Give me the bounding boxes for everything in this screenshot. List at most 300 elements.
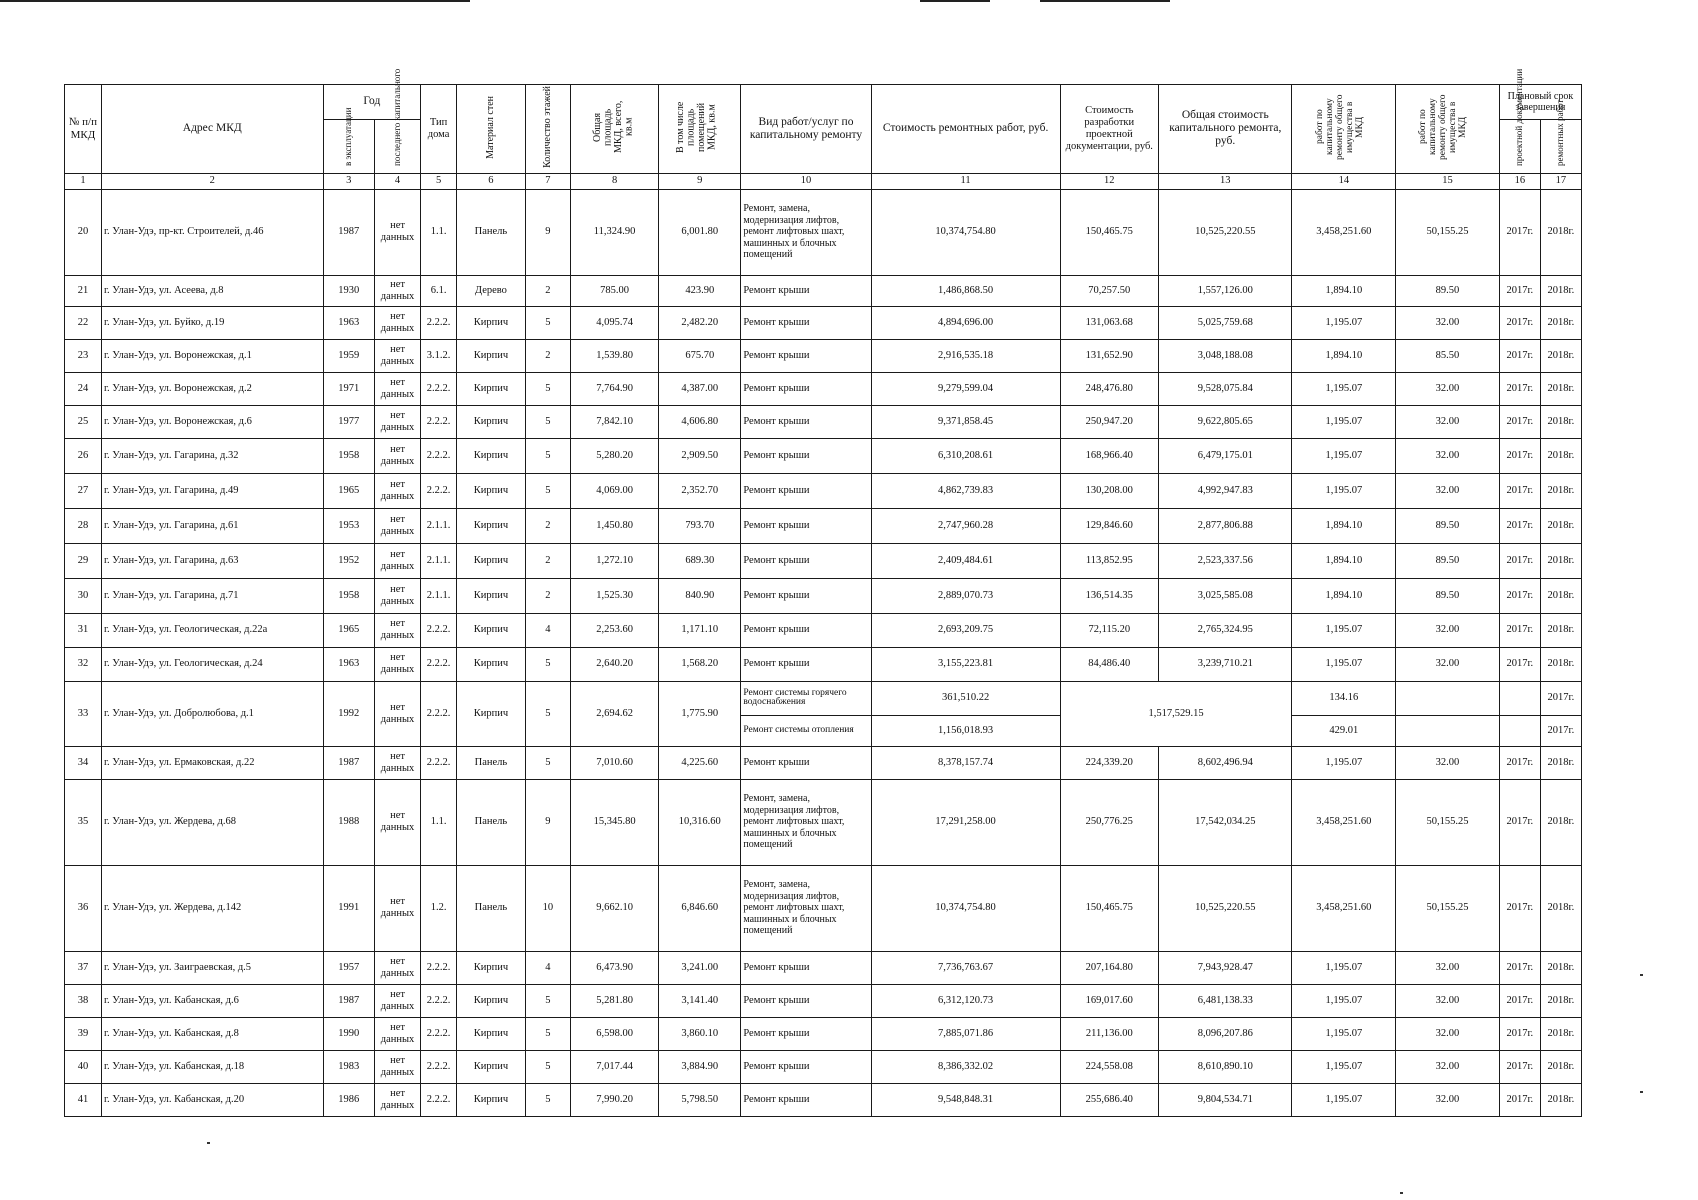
cell-repair-cost: 8,378,157.74 (871, 746, 1060, 779)
cell-year: 1965 (323, 613, 374, 647)
cell-house-type: 2.2.2. (421, 746, 457, 779)
cell-floors: 5 (525, 647, 570, 681)
cell-total-cost: 8,096,207.86 (1159, 1017, 1292, 1050)
cell-year: 1958 (323, 438, 374, 473)
cell-total-cost: 3,239,710.21 (1159, 647, 1292, 681)
column-number: 2 (101, 173, 323, 189)
cell-year: 1977 (323, 405, 374, 438)
column-number: 12 (1060, 173, 1159, 189)
cell-floors: 4 (525, 951, 570, 984)
cell-unit-cost-2: 32.00 (1396, 647, 1500, 681)
cell-unit-cost-1: 429.01 (1292, 715, 1396, 746)
cell-no-data: нет данных (374, 1050, 420, 1083)
cell-number: 24 (65, 372, 102, 405)
cell-planned-design: 2017г. (1499, 779, 1540, 865)
cell-year: 1987 (323, 746, 374, 779)
cell-no-data: нет данных (374, 779, 420, 865)
cell-wall-material: Кирпич (457, 578, 526, 613)
cell-design-cost: 150,465.75 (1060, 189, 1159, 275)
cell-work-type: Ремонт крыши (741, 473, 871, 508)
cell-total-area: 1,272.10 (570, 543, 658, 578)
cell-premises-area: 4,606.80 (659, 405, 741, 438)
cell-wall-material: Панель (457, 189, 526, 275)
cell-work-type: Ремонт крыши (741, 275, 871, 306)
cell-planned-works: 2018г. (1540, 951, 1581, 984)
cell-floors: 9 (525, 779, 570, 865)
cell-no-data: нет данных (374, 681, 420, 746)
cell-repair-cost: 1,486,868.50 (871, 275, 1060, 306)
cell-planned-works: 2018г. (1540, 1083, 1581, 1116)
cell-premises-area: 689.30 (659, 543, 741, 578)
table-row (65, 372, 1582, 405)
cell-no-data: нет данных (374, 1083, 420, 1116)
cell-work-type: Ремонт крыши (741, 372, 871, 405)
column-number: 9 (659, 173, 741, 189)
cell-design-cost: 255,686.40 (1060, 1083, 1159, 1116)
cell-unit-cost-1: 1,894.10 (1292, 339, 1396, 372)
cell-unit-cost-1: 1,894.10 (1292, 543, 1396, 578)
cell-repair-cost: 2,747,960.28 (871, 508, 1060, 543)
table-row (65, 405, 1582, 438)
cell-number: 40 (65, 1050, 102, 1083)
cell-design-cost: 168,966.40 (1060, 438, 1159, 473)
cell-house-type: 2.2.2. (421, 438, 457, 473)
cell-wall-material: Панель (457, 865, 526, 951)
cell-total-area: 1,539.80 (570, 339, 658, 372)
cell-no-data: нет данных (374, 543, 420, 578)
cell-unit-cost-1: 1,894.10 (1292, 578, 1396, 613)
cell-repair-cost: 6,312,120.73 (871, 984, 1060, 1017)
cell-total-cost: 9,622,805.65 (1159, 405, 1292, 438)
cell-unit-cost-1: 1,195.07 (1292, 438, 1396, 473)
cell-design-cost: 207,164.80 (1060, 951, 1159, 984)
cell-work-type: Ремонт крыши (741, 578, 871, 613)
column-number: 13 (1159, 173, 1292, 189)
cell-no-data: нет данных (374, 508, 420, 543)
cell-wall-material: Кирпич (457, 306, 526, 339)
table-row (65, 438, 1582, 473)
cell-house-type: 3.1.2. (421, 339, 457, 372)
table-row (65, 275, 1582, 306)
cell-total-area: 7,764.90 (570, 372, 658, 405)
cell-unit-cost-2: 32.00 (1396, 372, 1500, 405)
cell-floors: 5 (525, 984, 570, 1017)
cell-design-cost: 169,017.60 (1060, 984, 1159, 1017)
cell-address: г. Улан-Удэ, ул. Гагарина, д.71 (101, 578, 323, 613)
cell-year: 1953 (323, 508, 374, 543)
cell-floors: 5 (525, 306, 570, 339)
cell-unit-cost-2: 32.00 (1396, 306, 1500, 339)
table-row (65, 865, 1582, 951)
cell-planned-design: 2017г. (1499, 473, 1540, 508)
cell-unit-cost-1: 1,195.07 (1292, 647, 1396, 681)
cell-planned-works: 2018г. (1540, 372, 1581, 405)
cell-no-data: нет данных (374, 984, 420, 1017)
cell-unit-cost-2: 50,155.25 (1396, 779, 1500, 865)
cell-planned-works: 2017г. (1540, 715, 1581, 746)
cell-address: г. Улан-Удэ, ул. Геологическая, д.24 (101, 647, 323, 681)
cell-total-cost: 2,877,806.88 (1159, 508, 1292, 543)
table-row (65, 543, 1582, 578)
cell-premises-area: 675.70 (659, 339, 741, 372)
cell-total-cost: 1,517,529.15 (1060, 681, 1292, 746)
cell-address: г. Улан-Удэ, ул. Кабанская, д.8 (101, 1017, 323, 1050)
cell-year: 1958 (323, 578, 374, 613)
column-number: 6 (457, 173, 526, 189)
cell-unit-cost-2: 32.00 (1396, 613, 1500, 647)
cell-planned-design: 2017г. (1499, 438, 1540, 473)
cell-planned-design: 2017г. (1499, 984, 1540, 1017)
scan-speck (1640, 974, 1643, 976)
cell-unit-cost-2: 32.00 (1396, 473, 1500, 508)
cell-total-cost: 17,542,034.25 (1159, 779, 1292, 865)
cell-number: 29 (65, 543, 102, 578)
table-row (65, 306, 1582, 339)
cell-house-type: 6.1. (421, 275, 457, 306)
column-number: 16 (1499, 173, 1540, 189)
cell-house-type: 2.2.2. (421, 984, 457, 1017)
cell-total-area: 11,324.90 (570, 189, 658, 275)
cell-address: г. Улан-Удэ, ул. Жердева, д.142 (101, 865, 323, 951)
cell-repair-cost: 6,310,208.61 (871, 438, 1060, 473)
cell-year: 1963 (323, 306, 374, 339)
cell-planned-design: 2017г. (1499, 275, 1540, 306)
cell-total-area: 1,525.30 (570, 578, 658, 613)
cell-number: 34 (65, 746, 102, 779)
cell-design-cost: 131,063.68 (1060, 306, 1159, 339)
cell-planned-works: 2018г. (1540, 779, 1581, 865)
cell-wall-material: Кирпич (457, 1017, 526, 1050)
cell-premises-area: 3,141.40 (659, 984, 741, 1017)
cell-number: 21 (65, 275, 102, 306)
cell-year: 1992 (323, 681, 374, 746)
cell-address: г. Улан-Удэ, ул. Асеева, д.8 (101, 275, 323, 306)
cell-floors: 9 (525, 189, 570, 275)
column-number: 17 (1540, 173, 1581, 189)
cell-planned-works: 2018г. (1540, 306, 1581, 339)
cell-house-type: 2.2.2. (421, 372, 457, 405)
cell-total-area: 2,253.60 (570, 613, 658, 647)
cell-year: 1971 (323, 372, 374, 405)
cell-planned-works: 2018г. (1540, 405, 1581, 438)
table-row (65, 951, 1582, 984)
column-number: 1 (65, 173, 102, 189)
cell-unit-cost-2: 50,155.25 (1396, 865, 1500, 951)
cell-year: 1959 (323, 339, 374, 372)
cell-house-type: 2.2.2. (421, 405, 457, 438)
cell-wall-material: Дерево (457, 275, 526, 306)
cell-floors: 5 (525, 1050, 570, 1083)
column-number: 5 (421, 173, 457, 189)
cell-planned-design: 2017г. (1499, 865, 1540, 951)
cell-work-type: Ремонт крыши (741, 438, 871, 473)
cell-work-type: Ремонт крыши (741, 306, 871, 339)
scan-edge-line (1040, 0, 1170, 2)
cell-premises-area: 793.70 (659, 508, 741, 543)
cell-design-cost: 84,486.40 (1060, 647, 1159, 681)
cell-repair-cost: 10,374,754.80 (871, 865, 1060, 951)
cell-address: г. Улан-Удэ, ул. Гагарина, д.63 (101, 543, 323, 578)
cell-repair-cost: 361,510.22 (871, 681, 1060, 715)
table-row (65, 779, 1582, 865)
cell-floors: 2 (525, 275, 570, 306)
cell-unit-cost-1: 1,195.07 (1292, 613, 1396, 647)
cell-work-type: Ремонт крыши (741, 951, 871, 984)
cell-repair-cost: 9,279,599.04 (871, 372, 1060, 405)
cell-number: 27 (65, 473, 102, 508)
cell-number: 28 (65, 508, 102, 543)
cell-work-type: Ремонт крыши (741, 339, 871, 372)
cell-planned-works: 2018г. (1540, 647, 1581, 681)
cell-premises-area: 1,568.20 (659, 647, 741, 681)
header-year-last-repair: последнего капитального (374, 119, 420, 173)
cell-number: 26 (65, 438, 102, 473)
cell-total-cost: 2,765,324.95 (1159, 613, 1292, 647)
table-row (65, 613, 1582, 647)
cell-unit-cost-1: 1,894.10 (1292, 275, 1396, 306)
column-number: 3 (323, 173, 374, 189)
cell-planned-works: 2018г. (1540, 543, 1581, 578)
cell-total-cost: 5,025,759.68 (1159, 306, 1292, 339)
cell-address: г. Улан-Удэ, ул. Воронежская, д.2 (101, 372, 323, 405)
cell-work-type: Ремонт крыши (741, 543, 871, 578)
table-row (65, 681, 1582, 715)
cell-work-type: Ремонт, замена, модернизация лифтов, ремонт лифтовых шахт, машинных и блочных помещений (741, 189, 871, 275)
cell-wall-material: Кирпич (457, 951, 526, 984)
capital-repair-table (64, 69, 1582, 1117)
cell-unit-cost-2: 32.00 (1396, 1050, 1500, 1083)
cell-design-cost: 224,558.08 (1060, 1050, 1159, 1083)
cell-floors: 5 (525, 746, 570, 779)
header-repair-cost: Стоимость ремонтных работ, руб. (871, 85, 1060, 174)
table-row (65, 1083, 1582, 1116)
cell-unit-cost-1: 1,195.07 (1292, 1050, 1396, 1083)
cell-repair-cost: 10,374,754.80 (871, 189, 1060, 275)
cell-total-cost: 10,525,220.55 (1159, 865, 1292, 951)
cell-total-cost: 10,525,220.55 (1159, 189, 1292, 275)
cell-design-cost: 130,208.00 (1060, 473, 1159, 508)
table-row (65, 339, 1582, 372)
cell-planned-design: 2017г. (1499, 372, 1540, 405)
table-row (65, 473, 1582, 508)
cell-premises-area: 423.90 (659, 275, 741, 306)
table-row (65, 1017, 1582, 1050)
scan-speck (1400, 1192, 1403, 1194)
cell-work-type: Ремонт крыши (741, 1083, 871, 1116)
cell-planned-design: 2017г. (1499, 508, 1540, 543)
cell-planned-design: 2017г. (1499, 613, 1540, 647)
cell-year: 1991 (323, 865, 374, 951)
cell-no-data: нет данных (374, 1017, 420, 1050)
header-planned: Плановый срок завершения (1499, 85, 1581, 120)
cell-total-cost: 4,992,947.83 (1159, 473, 1292, 508)
cell-work-type: Ремонт крыши (741, 984, 871, 1017)
cell-unit-cost-2: 89.50 (1396, 275, 1500, 306)
cell-unit-cost-1: 1,195.07 (1292, 372, 1396, 405)
cell-premises-area: 1,171.10 (659, 613, 741, 647)
cell-premises-area: 2,909.50 (659, 438, 741, 473)
cell-total-area: 5,280.20 (570, 438, 658, 473)
cell-planned-design: 2017г. (1499, 746, 1540, 779)
cell-planned-design: 2017г. (1499, 647, 1540, 681)
cell-floors: 5 (525, 405, 570, 438)
cell-total-cost: 9,804,534.71 (1159, 1083, 1292, 1116)
header-number: № п/п МКД (65, 85, 102, 174)
cell-repair-cost: 1,156,018.93 (871, 715, 1060, 746)
cell-design-cost: 70,257.50 (1060, 275, 1159, 306)
header-address: Адрес МКД (101, 85, 323, 174)
cell-total-area: 7,017.44 (570, 1050, 658, 1083)
cell-planned-works: 2018г. (1540, 473, 1581, 508)
cell-planned-design: 2017г. (1499, 1017, 1540, 1050)
cell-year: 1987 (323, 189, 374, 275)
cell-design-cost: 224,339.20 (1060, 746, 1159, 779)
cell-year: 1986 (323, 1083, 374, 1116)
cell-premises-area: 2,482.20 (659, 306, 741, 339)
cell-total-cost: 3,048,188.08 (1159, 339, 1292, 372)
cell-floors: 5 (525, 438, 570, 473)
cell-unit-cost-1: 1,195.07 (1292, 405, 1396, 438)
cell-wall-material: Кирпич (457, 508, 526, 543)
cell-planned-works: 2018г. (1540, 613, 1581, 647)
cell-year: 1930 (323, 275, 374, 306)
cell-total-cost: 8,602,496.94 (1159, 746, 1292, 779)
cell-total-area: 785.00 (570, 275, 658, 306)
cell-year: 1988 (323, 779, 374, 865)
cell-unit-cost-2: 32.00 (1396, 746, 1500, 779)
cell-design-cost: 72,115.20 (1060, 613, 1159, 647)
cell-design-cost: 131,652.90 (1060, 339, 1159, 372)
scan-speck (207, 1142, 210, 1144)
header-floors: Количество этажей (525, 85, 570, 174)
cell-number: 30 (65, 578, 102, 613)
cell-planned-works: 2018г. (1540, 1050, 1581, 1083)
cell-number: 23 (65, 339, 102, 372)
cell-no-data: нет данных (374, 438, 420, 473)
cell-wall-material: Кирпич (457, 613, 526, 647)
cell-unit-cost-1: 1,195.07 (1292, 306, 1396, 339)
cell-total-cost: 8,610,890.10 (1159, 1050, 1292, 1083)
cell-house-type: 2.2.2. (421, 1050, 457, 1083)
cell-work-type: Ремонт крыши (741, 508, 871, 543)
cell-planned-design: 2017г. (1499, 578, 1540, 613)
header-house-type: Тип дома (421, 85, 457, 174)
cell-house-type: 2.2.2. (421, 647, 457, 681)
header-total-cost: Общая стоимость капитального ремонта, руб. (1159, 85, 1292, 174)
cell-planned-design: 2017г. (1499, 951, 1540, 984)
cell-address: г. Улан-Удэ, ул. Гагарина, д.61 (101, 508, 323, 543)
cell-address: г. Улан-Удэ, пр-кт. Строителей, д.46 (101, 189, 323, 275)
cell-house-type: 2.2.2. (421, 613, 457, 647)
cell-unit-cost-2: 32.00 (1396, 438, 1500, 473)
cell-repair-cost: 4,894,696.00 (871, 306, 1060, 339)
cell-wall-material: Кирпич (457, 405, 526, 438)
cell-address: г. Улан-Удэ, ул. Ермаковская, д.22 (101, 746, 323, 779)
table-row (65, 647, 1582, 681)
column-number: 15 (1396, 173, 1500, 189)
cell-number: 39 (65, 1017, 102, 1050)
cell-total-area: 7,010.60 (570, 746, 658, 779)
cell-unit-cost-2: 50,155.25 (1396, 189, 1500, 275)
cell-total-area: 4,095.74 (570, 306, 658, 339)
cell-number: 38 (65, 984, 102, 1017)
cell-planned-works: 2017г. (1540, 681, 1581, 715)
cell-wall-material: Панель (457, 746, 526, 779)
cell-floors: 2 (525, 508, 570, 543)
cell-address: г. Улан-Удэ, ул. Гагарина, д.32 (101, 438, 323, 473)
cell-work-type: Ремонт крыши (741, 613, 871, 647)
cell-house-type: 2.1.1. (421, 578, 457, 613)
cell-repair-cost: 9,371,858.45 (871, 405, 1060, 438)
cell-number: 20 (65, 189, 102, 275)
cell-total-cost: 6,481,138.33 (1159, 984, 1292, 1017)
cell-number: 36 (65, 865, 102, 951)
cell-repair-cost: 2,409,484.61 (871, 543, 1060, 578)
cell-planned-design: 2017г. (1499, 405, 1540, 438)
cell-premises-area: 840.90 (659, 578, 741, 613)
cell-unit-cost-1: 1,195.07 (1292, 951, 1396, 984)
cell-no-data: нет данных (374, 578, 420, 613)
cell-total-area: 4,069.00 (570, 473, 658, 508)
cell-repair-cost: 2,916,535.18 (871, 339, 1060, 372)
cell-unit-cost-2: 32.00 (1396, 984, 1500, 1017)
cell-wall-material: Панель (457, 779, 526, 865)
cell-address: г. Улан-Удэ, ул. Добролюбова, д.1 (101, 681, 323, 746)
cell-floors: 5 (525, 473, 570, 508)
table-row (65, 508, 1582, 543)
header-year-commissioning: в эксплуатации (323, 119, 374, 173)
cell-address: г. Улан-Удэ, ул. Заиграевская, д.5 (101, 951, 323, 984)
table-row (65, 1050, 1582, 1083)
cell-floors: 10 (525, 865, 570, 951)
cell-repair-cost: 8,386,332.02 (871, 1050, 1060, 1083)
cell-number: 31 (65, 613, 102, 647)
cell-design-cost: 248,476.80 (1060, 372, 1159, 405)
header-planned-design: проектной документации (1499, 119, 1540, 173)
cell-design-cost: 136,514.35 (1060, 578, 1159, 613)
cell-planned-works: 2018г. (1540, 578, 1581, 613)
cell-floors: 5 (525, 372, 570, 405)
table-row (65, 746, 1582, 779)
cell-total-cost: 2,523,337.56 (1159, 543, 1292, 578)
cell-premises-area: 5,798.50 (659, 1083, 741, 1116)
cell-house-type: 2.2.2. (421, 473, 457, 508)
cell-premises-area: 4,387.00 (659, 372, 741, 405)
cell-floors: 2 (525, 578, 570, 613)
cell-planned-works: 2018г. (1540, 984, 1581, 1017)
cell-no-data: нет данных (374, 951, 420, 984)
header-design-cost: Стоимость разработки проектной документации, руб. (1060, 85, 1159, 174)
cell-unit-cost-1: 3,458,251.60 (1292, 779, 1396, 865)
cell-year: 1957 (323, 951, 374, 984)
cell-wall-material: Кирпич (457, 984, 526, 1017)
cell-floors: 5 (525, 681, 570, 746)
table-row (65, 189, 1582, 275)
cell-no-data: нет данных (374, 865, 420, 951)
cell-total-area: 15,345.80 (570, 779, 658, 865)
cell-total-area: 2,640.20 (570, 647, 658, 681)
cell-floors: 4 (525, 613, 570, 647)
column-number: 7 (525, 173, 570, 189)
cell-planned-design: 2017г. (1499, 1050, 1540, 1083)
cell-no-data: нет данных (374, 189, 420, 275)
cell-number: 35 (65, 779, 102, 865)
cell-address: г. Улан-Удэ, ул. Кабанская, д.20 (101, 1083, 323, 1116)
cell-work-type: Ремонт, замена, модернизация лифтов, ремонт лифтовых шахт, машинных и блочных помещений (741, 779, 871, 865)
cell-planned-works: 2018г. (1540, 1017, 1581, 1050)
cell-work-type: Ремонт системы горячего водоснабжения (741, 681, 871, 715)
cell-planned-works: 2018г. (1540, 275, 1581, 306)
